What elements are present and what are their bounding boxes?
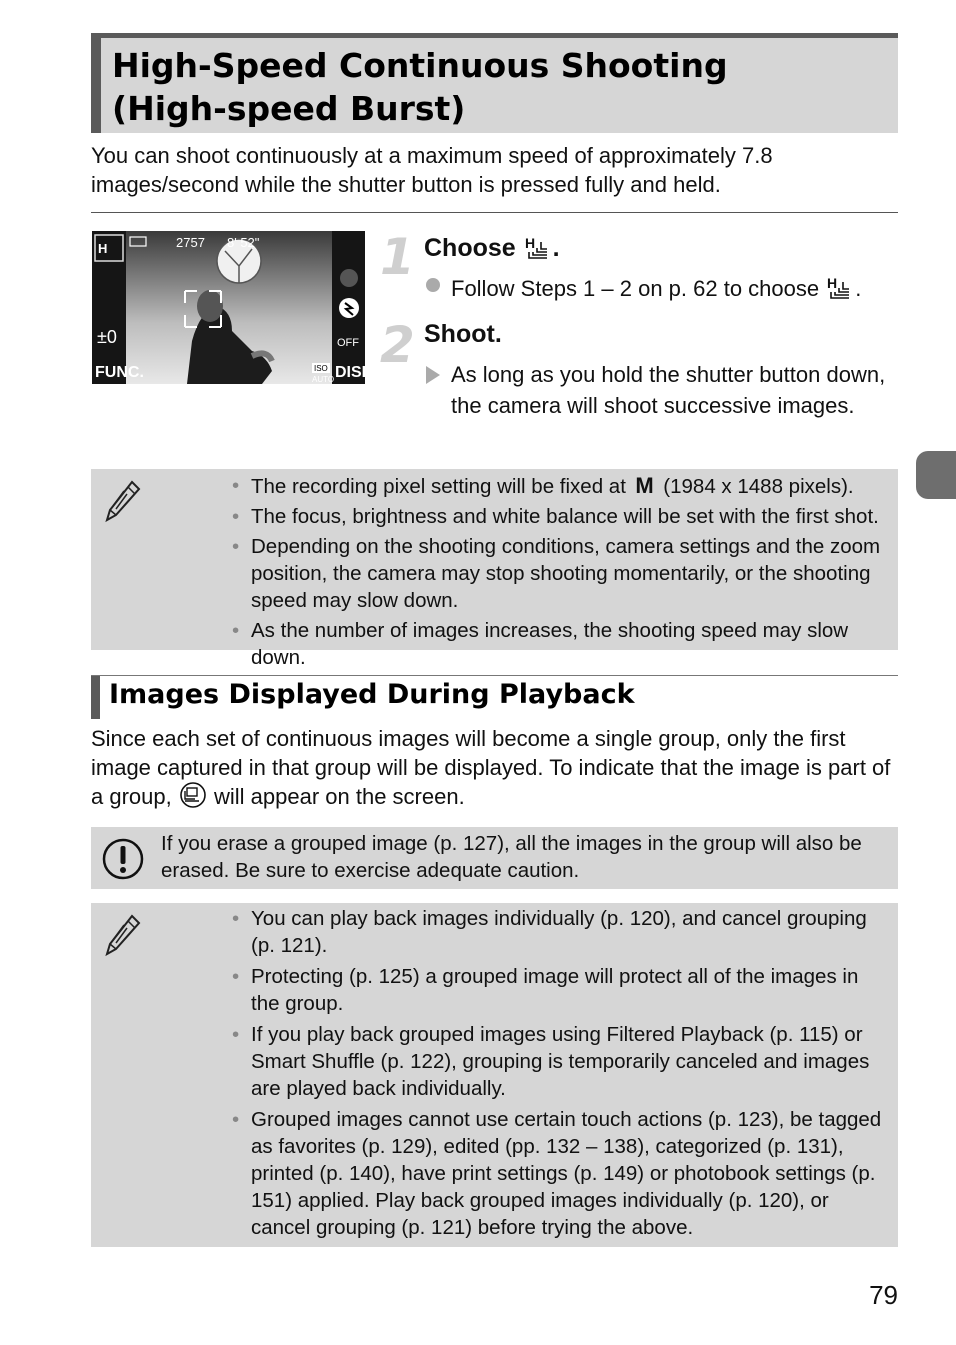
- section-accent: [91, 676, 100, 719]
- title-accent: [91, 38, 101, 133]
- pencil-icon: [104, 913, 142, 957]
- note-2-list: [251, 905, 892, 1241]
- step-2-text: As long as you hold the shutter button down, the camera will shoot successive images.: [451, 362, 886, 418]
- shots-remaining: 2757: [176, 235, 205, 250]
- intro-text: You can shoot continuously at a maximum speed of approximately 7.8 images/second while the shutter button is pressed fully and held.: [91, 143, 773, 197]
- resolution-m-icon: M: [635, 473, 654, 498]
- section-heading: Images Displayed During Playback: [109, 679, 635, 710]
- func-label: FUNC.: [95, 364, 144, 381]
- list-item: • Depending on the shooting conditions, camera settings and the zoom position, the camera may stop shooting momentarily, or the shooting speed may slow down.: [251, 533, 892, 614]
- page-title: High-Speed Continuous Shooting (High-speed Burst): [112, 46, 728, 128]
- list-item: • You can play back images individually (p. 120), and cancel grouping (p. 121).: [251, 905, 892, 959]
- iso-value: AUTO: [312, 375, 335, 384]
- note-box-1: [91, 469, 898, 669]
- camera-screen-scene: [92, 231, 375, 384]
- burst-mode-icon: [523, 232, 553, 260]
- off-label: OFF: [337, 337, 359, 349]
- svg-text:H: H: [827, 275, 838, 291]
- page-title-bar: [91, 33, 898, 133]
- section-paragraph: Since each set of continuous images will become a single group, only the first image captured in that group will be displayed. To indicate that the image is part of a group, will appear on the screen.: [91, 726, 891, 809]
- note-box-2: [91, 903, 898, 1247]
- svg-text:H: H: [98, 241, 108, 256]
- list-item: • If you play back grouped images using Filtered Playback (p. 115) or Smart Shuffle (p. 122), grouping is temporarily canceled and images are played back individually.: [251, 1021, 892, 1102]
- bullet-arrow-icon: [426, 366, 440, 384]
- step-1-title: Choose H .: [424, 234, 560, 262]
- group-icon: [178, 782, 208, 808]
- time-readout: 8' 52": [227, 235, 260, 250]
- caution-icon: [101, 837, 145, 881]
- iso-label: ISO: [314, 364, 328, 373]
- disp-label: DISP.: [335, 364, 375, 381]
- divider: [91, 212, 898, 213]
- step-2-title: Shoot.: [424, 320, 502, 348]
- caution-text: If you erase a grouped image (p. 127), all the images in the group will also be erased. Be sure to exercise adequate caution.: [161, 832, 862, 882]
- page-number: 79: [869, 1280, 898, 1310]
- caution-box: [91, 827, 898, 889]
- pencil-icon: [104, 479, 142, 523]
- step-1-text: Follow Steps 1 – 2 on p. 62 to choose H .: [451, 272, 896, 305]
- step-number-2: 2: [380, 316, 415, 374]
- list-item: • The recording pixel setting will be fixed at M (1984 x 1488 pixels).: [251, 472, 892, 500]
- note-1-list: [251, 472, 892, 671]
- svg-text:H: H: [524, 235, 535, 251]
- exposure-label: ±0: [97, 327, 117, 347]
- list-item: • The focus, brightness and white balance will be set with the first shot.: [251, 503, 892, 530]
- chapter-tab: [916, 451, 956, 499]
- section-heading-bar: [91, 675, 898, 719]
- list-item: • Grouped images cannot use certain touch actions (p. 123), be tagged as favorites (p. 129), edited (pp. 132 – 138), categorized (p. 131), printed (p. 140), have print settings (p. 149) or photobook settings (p. 151) applied. Play back grouped images individually (p. 120), or cancel grouping (p. 121) before trying the above.: [251, 1106, 892, 1241]
- camera-screen-image: [92, 231, 375, 384]
- bullet-circle-icon: [426, 278, 440, 292]
- burst-mode-icon: [825, 272, 855, 300]
- list-item: • As the number of images increases, the shooting speed may slow down.: [251, 617, 892, 671]
- step-number-1: 1: [380, 228, 415, 286]
- list-item: • Protecting (p. 125) a grouped image will protect all of the images in the group.: [251, 963, 892, 1017]
